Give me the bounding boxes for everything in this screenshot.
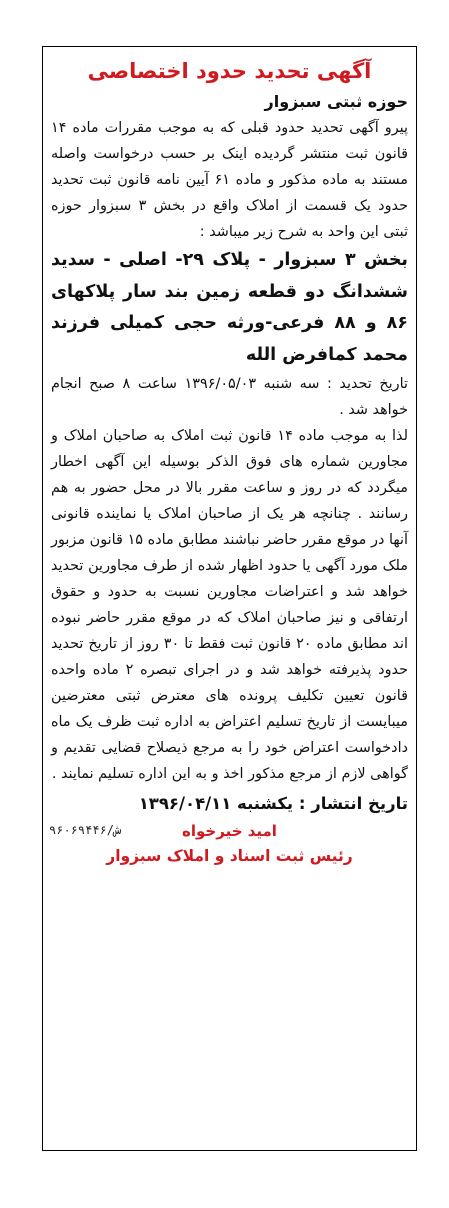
notice-code: ۹۶۰۶۹۴۴۶/ش bbox=[49, 823, 122, 837]
signer-title: رئیس ثبت اسناد و املاک سبزوار bbox=[106, 847, 353, 865]
survey-date: تاریخ تحدید : سه شنبه ۱۳۹۶/۰۵/۰۳ ساعت ۸ صبح انجام خواهد شد . bbox=[51, 376, 408, 418]
notice-title: آگهی تحدید حدود اختصاصی bbox=[87, 59, 372, 83]
signer-name: امید خیرخواه bbox=[182, 822, 277, 840]
property-description: بخش ۳ سبزوار - پلاک ۲۹- اصلی - سدید ششدانگ دو قطعه زمین بند سار پلاکهای ۸۶ و ۸۸ فرعی-ورثه حجی کمیلی فرزند محمد کمافرض الله bbox=[51, 250, 408, 365]
notice-box bbox=[42, 46, 417, 1151]
publication-date: تاریخ انتشار : یکشنبه ۱۳۹۶/۰۴/۱۱ bbox=[138, 794, 408, 813]
signature-block bbox=[51, 819, 408, 875]
registry-office: حوزه ثبتی سبزوار bbox=[264, 92, 408, 111]
legal-paragraph: لذا به موجب ماده ۱۴ قانون ثبت املاک به صاحبان املاک و مجاورین شماره های فوق الذکر بوسیله این آگهی اخطار میگردد که در روز و ساعت مقرر بالا در محل حضور به هم رسانند . چنانچه هر یک از صاحبان املاک یا نماینده قانونی آنها در موقع مقرر حاضر نباشند مطابق ماده ۱۵ قانون مزبور ملک مورد آگهی یا حدود اظهار شده از طرف مجاورین تحدید خواهد شد و اعتراضات مجاورین نسبت به حدود و حقوق ارتفاقی و نیز صاحبان املاک که در موقع مقرر حاضر نبوده اند مطابق ماده ۲۰ قانون ثبت فقط تا ۳۰ روز از تاریخ تحدید حدود پذیرفته خواهد شد و در اجرای تبصره ۲ ماده واحده قانون تعیین تکلیف پرونده های معترض ثبتی معترضین میبایست از تاریخ تسلیم اعتراض به اداره ثبت ظرف یک ماه دادخواست اعتراض خود را به مرجع ذیصلاح قضایی تقدیم و گواهی لازم از مرجع مذکور اخذ و به این اداره تسلیم نمایند . bbox=[51, 428, 408, 782]
intro-paragraph: پیرو آگهی تحدید حدود قبلی که به موجب مقررات ماده ۱۴ قانون ثبت منتشر گردیده اینک بر حسب درخواست واصله مستند به ماده مذکور و ماده ۶۱ آیین نامه قانون ثبت تحدید حدود یک قسمت از املاک واقع در بخش ۳ سبزوار حوزه ثبتی این واحد به شرح زیر میباشد : bbox=[51, 120, 408, 240]
